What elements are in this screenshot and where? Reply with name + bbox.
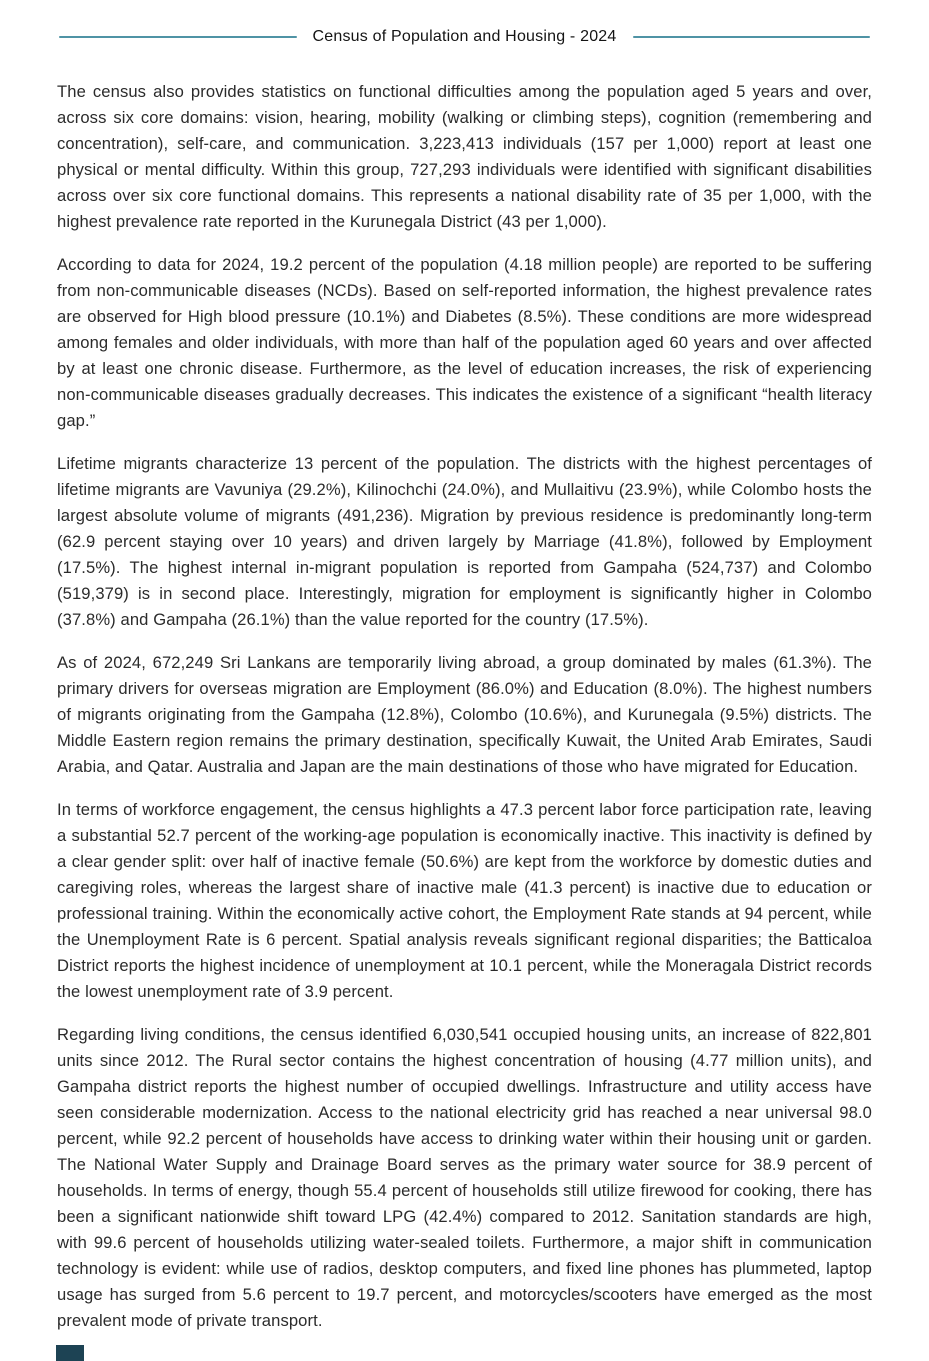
header-rule-right bbox=[633, 36, 871, 38]
page-title: Census of Population and Housing - 2024 bbox=[312, 28, 617, 45]
document-body bbox=[57, 79, 872, 1334]
page-number-tab bbox=[56, 1345, 84, 1361]
paragraph-overseas-migration: As of 2024, 672,249 Sri Lankans are temporarily living abroad, a group dominated by males (61.3%). The primary drivers for overseas migration are Employment (86.0%) and Education (8.0%). The highest numbers of migrants originating from the Gampaha (12.8%), Colombo (10.6%), and Kurunegala (9.5%) districts. The Middle Eastern region remains the primary destination, specifically Kuwait, the United Arab Emirates, Saudi Arabia, and Qatar. Australia and Japan are the main destinations of those who have migrated for Education. bbox=[57, 653, 872, 776]
paragraph-ncd-health: According to data for 2024, 19.2 percent of the population (4.18 million people) are reported to be suffering from non-communicable diseases (NCDs). Based on self-reported information, the highest prevalence rates are observed for High blood pressure (10.1%) and Diabetes (8.5%). These conditions are more widespread among females and older individuals, with more than half of the population aged 60 years and over affected by at least one chronic disease. Furthermore, as the level of education increases, the risk of experiencing non-communicable diseases gradually decreases. This indicates the existence of a significant “health literacy gap.” bbox=[57, 255, 872, 430]
header-rule-left bbox=[59, 36, 297, 38]
paragraph-lifetime-migration: Lifetime migrants characterize 13 percent of the population. The districts with the highest percentages of lifetime migrants are Vavuniya (29.2%), Kilinochchi (24.0%), and Mullaitivu (23.9%), while Colombo hosts the largest absolute volume of migrants (491,236). Migration by previous residence is predominantly long-term (62.9 percent staying over 10 years) and driven largely by Marriage (41.8%), followed by Employment (17.5%). The highest internal in-migrant population is reported from Gampaha (524,737) and Colombo (519,379) is in second place. Interestingly, migration for employment is significantly higher in Colombo (37.8%) and Gampaha (26.1%) than the value reported for the country (17.5%). bbox=[57, 454, 872, 629]
paragraph-functional-difficulties: The census also provides statistics on functional difficulties among the population aged 5 years and over, across six core domains: vision, hearing, mobility (walking or climbing steps), cognition (remembering and concentration), self-care, and communication. 3,223,413 individuals (157 per 1,000) report at least one physical or mental difficulty. Within this group, 727,293 individuals were identified with significant disabilities across over six core functional domains. This represents a national disability rate of 35 per 1,000, with the highest prevalence rate reported in the Kurunegala District (43 per 1,000). bbox=[57, 82, 872, 231]
paragraph-workforce: In terms of workforce engagement, the census highlights a 47.3 percent labor force participation rate, leaving a substantial 52.7 percent of the working-age population is economically inactive. This inactivity is defined by a clear gender split: over half of inactive female (50.6%) are kept from the workforce by domestic duties and caregiving roles, whereas the largest share of inactive male (41.3 percent) is inactive due to education or professional training. Within the economically active cohort, the Employment Rate stands at 94 percent, while the Unemployment Rate is 6 percent. Spatial analysis reveals significant regional disparities; the Batticaloa District reports the highest incidence of unemployment at 10.1 percent, while the Moneragala District records the lowest unemployment rate of 3.9 percent. bbox=[57, 800, 872, 1001]
page-header bbox=[59, 27, 870, 47]
paragraph-living-conditions: Regarding living conditions, the census identified 6,030,541 occupied housing units, an increase of 822,801 units since 2012. The Rural sector contains the highest concentration of housing (4.77 million units), and Gampaha district reports the highest number of occupied dwellings. Infrastructure and utility access have seen considerable modernization. Access to the national electricity grid has reached a near universal 98.0 percent, while 92.2 percent of households have access to drinking water within their housing unit or garden. The National Water Supply and Drainage Board serves as the primary water source for 38.9 percent of households. In terms of energy, though 55.4 percent of households still utilize firewood for cooking, there has been a significant nationwide shift toward LPG (42.4%) compared to 2012. Sanitation standards are high, with 99.6 percent of households utilizing water-sealed toilets. Furthermore, a major shift in communication technology is evident: while use of radios, desktop computers, and fixed line phones has plummeted, laptop usage has surged from 5.6 percent to 19.7 percent, and motorcycles/scooters have emerged as the most prevalent mode of private transport. bbox=[57, 1025, 872, 1330]
